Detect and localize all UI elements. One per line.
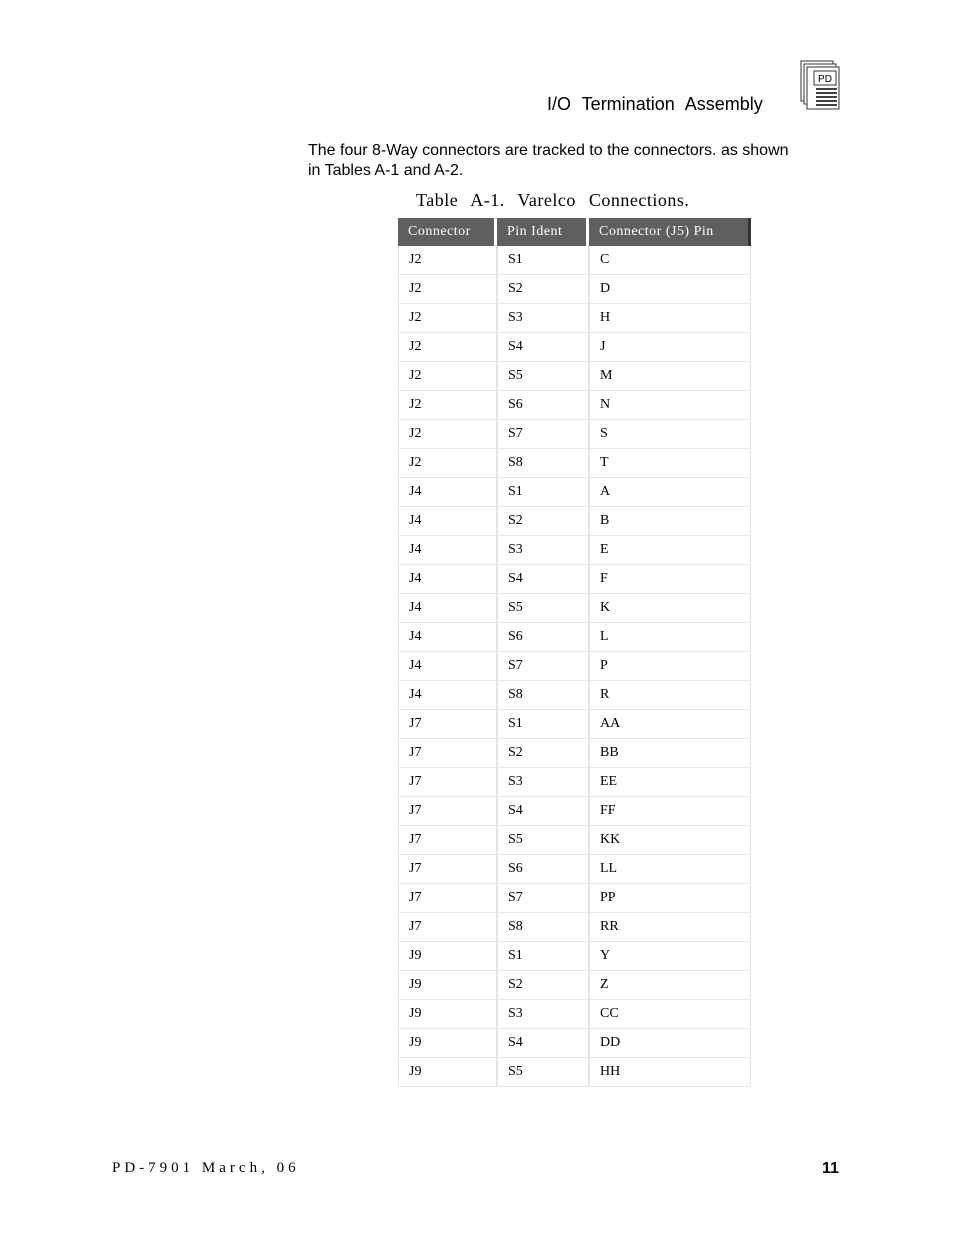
cell-j5-pin: HH <box>589 1058 751 1087</box>
cell-connector: J9 <box>398 942 497 971</box>
cell-connector: J7 <box>398 855 497 884</box>
cell-connector: J2 <box>398 391 497 420</box>
cell-connector: J7 <box>398 768 497 797</box>
cell-pin-ident: S1 <box>497 942 589 971</box>
cell-pin-ident: S1 <box>497 710 589 739</box>
cell-j5-pin: EE <box>589 768 751 797</box>
varelco-connections-table <box>398 218 751 1087</box>
cell-j5-pin: DD <box>589 1029 751 1058</box>
table-row <box>398 246 751 275</box>
cell-j5-pin: P <box>589 652 751 681</box>
cell-connector: J7 <box>398 710 497 739</box>
cell-pin-ident: S5 <box>497 1058 589 1087</box>
cell-pin-ident: S8 <box>497 449 589 478</box>
cell-j5-pin: D <box>589 275 751 304</box>
header-connector-j5-pin: Connector (J5) Pin <box>589 218 751 246</box>
cell-connector: J4 <box>398 507 497 536</box>
cell-connector: J7 <box>398 884 497 913</box>
cell-j5-pin: M <box>589 362 751 391</box>
cell-j5-pin: BB <box>589 739 751 768</box>
cell-j5-pin: Z <box>589 971 751 1000</box>
header-pin-ident: Pin Ident <box>497 218 589 246</box>
table-row <box>398 768 751 797</box>
cell-pin-ident: S3 <box>497 1000 589 1029</box>
cell-j5-pin: CC <box>589 1000 751 1029</box>
table-row <box>398 855 751 884</box>
table-caption: Table A-1. Varelco Connections. <box>416 190 690 210</box>
document-icon-label: PD <box>818 74 832 85</box>
table-row <box>398 710 751 739</box>
cell-pin-ident: S3 <box>497 768 589 797</box>
table-body <box>398 246 751 1087</box>
cell-pin-ident: S4 <box>497 797 589 826</box>
cell-j5-pin: F <box>589 565 751 594</box>
cell-connector: J2 <box>398 420 497 449</box>
footer-page-number: 11 <box>822 1160 839 1177</box>
table-row <box>398 304 751 333</box>
table-row <box>398 971 751 1000</box>
table-row <box>398 1058 751 1087</box>
cell-pin-ident: S2 <box>497 275 589 304</box>
table-row <box>398 536 751 565</box>
cell-connector: J9 <box>398 1029 497 1058</box>
intro-paragraph <box>308 141 848 181</box>
table-row <box>398 275 751 304</box>
cell-j5-pin: KK <box>589 826 751 855</box>
cell-j5-pin: B <box>589 507 751 536</box>
table-row <box>398 913 751 942</box>
cell-j5-pin: L <box>589 623 751 652</box>
cell-connector: J9 <box>398 1058 497 1087</box>
cell-connector: J7 <box>398 826 497 855</box>
cell-j5-pin: Y <box>589 942 751 971</box>
table-row <box>398 1000 751 1029</box>
cell-pin-ident: S5 <box>497 826 589 855</box>
cell-pin-ident: S5 <box>497 594 589 623</box>
cell-pin-ident: S3 <box>497 536 589 565</box>
cell-pin-ident: S1 <box>497 478 589 507</box>
table-row <box>398 594 751 623</box>
cell-connector: J2 <box>398 246 497 275</box>
cell-pin-ident: S7 <box>497 420 589 449</box>
table-row <box>398 362 751 391</box>
cell-j5-pin: PP <box>589 884 751 913</box>
table-row <box>398 449 751 478</box>
cell-pin-ident: S8 <box>497 913 589 942</box>
cell-connector: J9 <box>398 1000 497 1029</box>
cell-connector: J2 <box>398 304 497 333</box>
table-row <box>398 826 751 855</box>
cell-connector: J7 <box>398 739 497 768</box>
cell-pin-ident: S5 <box>497 362 589 391</box>
table-row <box>398 681 751 710</box>
cell-connector: J2 <box>398 275 497 304</box>
table-row <box>398 942 751 971</box>
cell-j5-pin: RR <box>589 913 751 942</box>
cell-j5-pin: C <box>589 246 751 275</box>
cell-connector: J9 <box>398 971 497 1000</box>
table-row <box>398 1029 751 1058</box>
cell-pin-ident: S2 <box>497 739 589 768</box>
cell-j5-pin: FF <box>589 797 751 826</box>
table-row <box>398 333 751 362</box>
cell-pin-ident: S2 <box>497 971 589 1000</box>
cell-j5-pin: N <box>589 391 751 420</box>
cell-connector: J4 <box>398 681 497 710</box>
cell-pin-ident: S3 <box>497 304 589 333</box>
cell-pin-ident: S1 <box>497 246 589 275</box>
cell-connector: J2 <box>398 333 497 362</box>
footer-doc-ref: PD-7901 March, 06 <box>112 1160 300 1176</box>
cell-pin-ident: S4 <box>497 333 589 362</box>
table-row <box>398 739 751 768</box>
document-stack-icon <box>800 60 842 112</box>
cell-connector: J2 <box>398 449 497 478</box>
cell-pin-ident: S6 <box>497 855 589 884</box>
cell-connector: J4 <box>398 478 497 507</box>
table-row <box>398 565 751 594</box>
cell-connector: J4 <box>398 652 497 681</box>
cell-connector: J7 <box>398 913 497 942</box>
intro-line-2: in Tables A-1 and A-2. <box>308 162 464 179</box>
cell-j5-pin: H <box>589 304 751 333</box>
table-row <box>398 391 751 420</box>
cell-pin-ident: S8 <box>497 681 589 710</box>
table-row <box>398 884 751 913</box>
cell-pin-ident: S7 <box>497 652 589 681</box>
cell-j5-pin: LL <box>589 855 751 884</box>
cell-connector: J7 <box>398 797 497 826</box>
cell-pin-ident: S4 <box>497 1029 589 1058</box>
cell-connector: J2 <box>398 362 497 391</box>
cell-j5-pin: AA <box>589 710 751 739</box>
cell-pin-ident: S6 <box>497 391 589 420</box>
cell-j5-pin: K <box>589 594 751 623</box>
cell-connector: J4 <box>398 623 497 652</box>
cell-pin-ident: S4 <box>497 565 589 594</box>
cell-j5-pin: J <box>589 333 751 362</box>
cell-j5-pin: S <box>589 420 751 449</box>
table-row <box>398 797 751 826</box>
table-header-row <box>398 218 751 246</box>
cell-pin-ident: S2 <box>497 507 589 536</box>
cell-pin-ident: S7 <box>497 884 589 913</box>
cell-connector: J4 <box>398 594 497 623</box>
cell-j5-pin: E <box>589 536 751 565</box>
table-row <box>398 652 751 681</box>
header-connector: Connector <box>398 218 497 246</box>
table-row <box>398 623 751 652</box>
cell-j5-pin: T <box>589 449 751 478</box>
table-row <box>398 420 751 449</box>
cell-j5-pin: A <box>589 478 751 507</box>
cell-connector: J4 <box>398 536 497 565</box>
table-row <box>398 507 751 536</box>
cell-j5-pin: R <box>589 681 751 710</box>
cell-pin-ident: S6 <box>497 623 589 652</box>
table-row <box>398 478 751 507</box>
intro-line-1: The four 8-Way connectors are tracked to the connectors. as shown <box>308 142 789 159</box>
page-header-title: I/O Termination Assembly <box>547 94 763 114</box>
cell-connector: J4 <box>398 565 497 594</box>
